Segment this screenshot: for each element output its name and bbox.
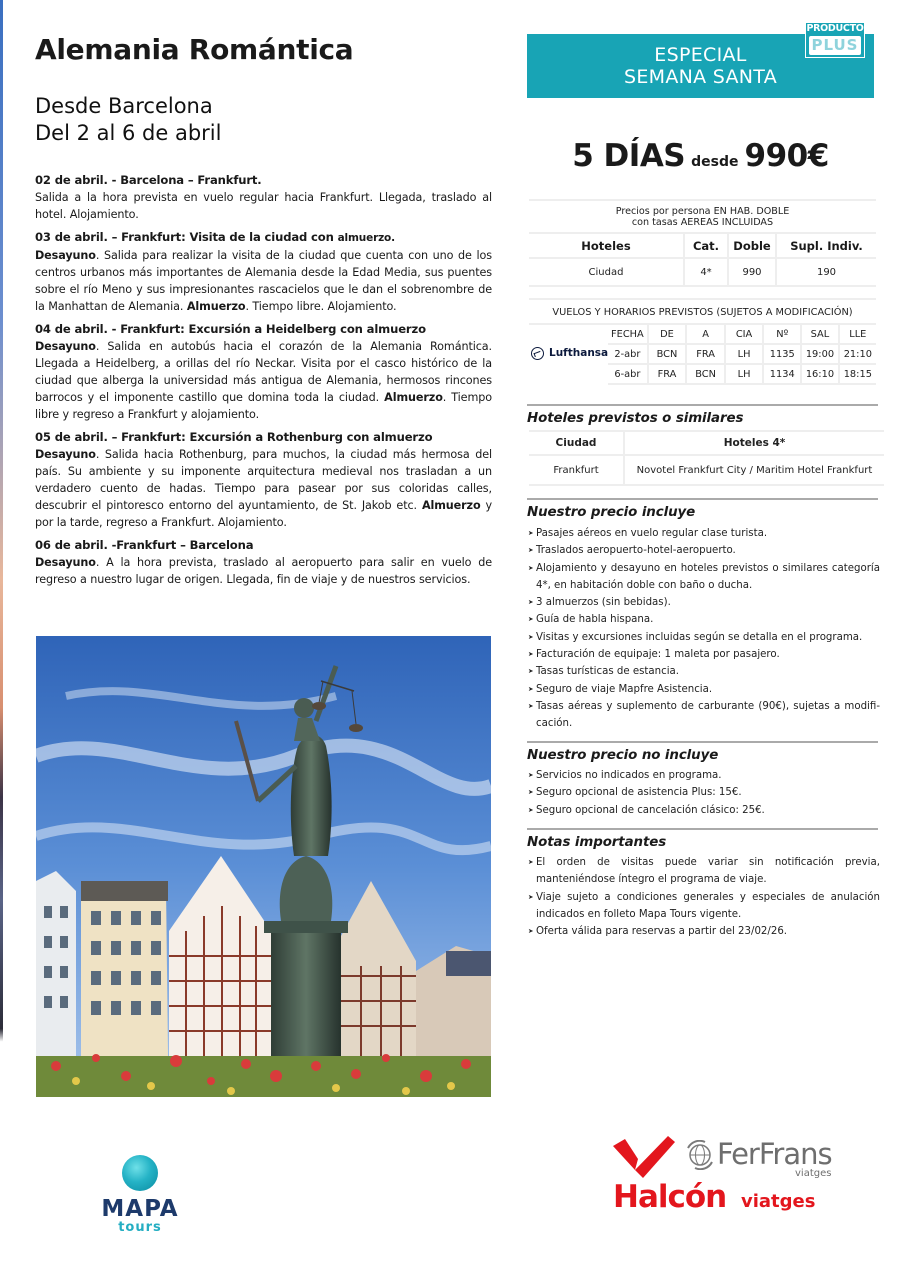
itinerary-day [35, 321, 492, 423]
column-header: A [686, 324, 725, 344]
list-item: ➤ Guía de habla hispana. [528, 611, 880, 628]
mapa-tours-logo [95, 1155, 185, 1245]
cell: BCN [686, 364, 725, 384]
cell: 2-abr [608, 344, 648, 364]
column-header: SAL [801, 324, 838, 344]
meal-lunch: Almuerzo [186, 300, 246, 313]
column-header: Supl. Indiv. [776, 233, 876, 258]
itinerary [35, 172, 492, 594]
hotels-header [529, 431, 884, 455]
list-item: ➤ Oferta válida para reservas a partir del 23/02/26. [528, 923, 880, 940]
day-text [35, 554, 492, 588]
column-header: CIA [725, 324, 763, 344]
list-item: ➤ Tasas turísticas de estancia. [528, 663, 880, 680]
cell: 1134 [763, 364, 801, 384]
from-label: desde [691, 154, 739, 170]
cell: 190 [776, 258, 876, 286]
list-item: ➤ Servicios no indicados en programa. [528, 767, 880, 784]
day-title: 02 de abril. - Barcelona – Frankfurt. [35, 173, 262, 187]
table-row [529, 258, 876, 286]
list-item: ➤ Seguro opcional de asistencia Plus: 15€. [528, 784, 880, 801]
day-body: . Salida hacia Rothenburg, para muchos, la ciudad más hermosa del país. Su ambiente y su imponente arquitectura medieval nos trasladan a un verdadero cuento de hadas. Tiempo para pasear por sus coloridas calles, descubrir el pintoresco entorno del ayuntamiento, de St. Jakob etc. [35, 448, 492, 512]
includes-heading: Nuestro precio incluye [527, 498, 878, 522]
list-item: ➤ Seguro opcional de cancelación clásico: 25€. [528, 802, 880, 819]
cell: LH [725, 364, 763, 384]
list-item: ➤ Alojamiento y desayuno en hoteles previstos o similares categoría 4*, en habitación doble con baño o ducha. [528, 560, 880, 595]
excludes-list [528, 767, 880, 819]
includes-list [528, 525, 880, 733]
prices-note-line-2: con tasas AEREAS INCLUIDAS [631, 217, 774, 228]
cell: 16:10 [801, 364, 838, 384]
day-body: . Salida en autobús hacia el corazón de la Alemania Romántica. Llegada a Heidelberg, a orillas del río Neckar. Visita por el casco histórico de la ciudad que alberga la universidad más antigua de Alemania, hermosos rincones barrocos y el imponente castillo que domina toda la ciudad. [35, 340, 492, 404]
crane-icon [531, 347, 544, 360]
ferfrans-sub: viatges [795, 1168, 832, 1179]
day-tail: y por la tarde, regreso a Frankfurt. Alojamiento. [35, 499, 493, 529]
column-header: Doble [728, 233, 776, 258]
halcon-sub: viatges [741, 1191, 816, 1212]
fountain-column [271, 926, 341, 1066]
justitia-statue [291, 735, 332, 856]
building [36, 871, 76, 1056]
price-table [529, 232, 876, 287]
halcon-check-icon [613, 1134, 683, 1179]
cell: 19:00 [801, 344, 838, 364]
cell: LH [725, 344, 763, 364]
table-row [529, 455, 884, 485]
list-item: ➤ Facturación de equipaje: 1 maleta por pasajero. [528, 646, 880, 663]
cell: 4* [684, 258, 728, 286]
day-title-small: almuerzo. [337, 232, 395, 244]
photo-illustration [36, 636, 491, 1097]
day-text [35, 446, 492, 531]
prices-note-line-1: Precios por persona EN HAB. DOBLE [615, 206, 790, 217]
cell: Ciudad [529, 258, 684, 286]
itinerary-day [35, 229, 492, 315]
list-item: ➤ Visitas y excursiones incluidas según se detalla en el programa. [528, 629, 880, 646]
price-headline [527, 138, 874, 174]
column-header: Hoteles 4* [624, 431, 884, 455]
day-tail: . Tiempo libre y regreso a Frankfurt y alojamiento. [35, 391, 493, 421]
column-header: LLE [839, 324, 876, 344]
halcon-name: Halcón [613, 1179, 727, 1215]
meal-breakfast: Desayuno [35, 340, 96, 353]
column-header: Cat. [684, 233, 728, 258]
day-body: . Salida para realizar la visita de la ciudad que cuenta con uno de los centros urbanos más importantes de Alemania desde la Edad Media, sus puentes sobre el río Meno y sus impresionantes rascacielos que le dan el sobrenombre de la Manhattan de Alemania. [35, 249, 492, 313]
cell: 990 [728, 258, 776, 286]
day-text [35, 247, 492, 315]
flights-table [529, 323, 876, 385]
column-header: FECHA [608, 324, 648, 344]
meal-breakfast: Desayuno [35, 448, 96, 461]
column-header: DE [648, 324, 687, 344]
cell: 18:15 [839, 364, 876, 384]
page-title: Alemania Romántica [35, 33, 354, 66]
notes-list [528, 854, 880, 940]
subtitle [35, 93, 221, 147]
hotels-table [529, 430, 884, 486]
prices-note [529, 199, 876, 228]
day-body: . A la hora prevista, traslado al aeropuerto para salir en vuelo de regreso a nuestro lugar de origen. Llegada, fin de viaje y de nuestros servicios. [35, 556, 492, 586]
cell: FRA [686, 344, 725, 364]
badge-top: PRODUCTO [806, 23, 864, 34]
origin-text: Desde Barcelona [35, 94, 213, 118]
day-tail: . Tiempo libre. Alojamiento. [245, 300, 397, 313]
trip-days: 5 DÍAS [572, 138, 686, 174]
day-title: 05 de abril. – Frankfurt: Excursión a Rothenburg con almuerzo [35, 430, 433, 444]
flights-header [529, 324, 876, 344]
list-item: ➤ Traslados aeropuerto-hotel-aeropuerto. [528, 542, 880, 559]
itinerary-day [35, 429, 492, 531]
ferfrans-name: FerFrans [717, 1137, 832, 1171]
list-item: ➤ Tasas aéreas y suplemento de carburante (90€), sujetas a modificación. [528, 698, 880, 733]
globe-arrows-icon [685, 1140, 715, 1170]
cell: Novotel Frankfurt City / Maritim Hotel Frankfurt [624, 455, 884, 485]
globe-icon [122, 1155, 158, 1191]
mapa-logo-name: MAPA [101, 1196, 179, 1222]
day-text [35, 338, 492, 423]
day-text: Salida a la hora prevista en vuelo regular hacia Frankfurt. Llegada, traslado al hotel. Alojamiento. [35, 191, 492, 221]
banner-line-2: SEMANA SANTA [623, 66, 778, 88]
airline-cell [529, 324, 608, 384]
cell: 1135 [763, 344, 801, 364]
list-item: ➤ Viaje sujeto a condiciones generales y especiales de anulación indicados en folleto Mapa Tours vigente. [528, 889, 880, 924]
mapa-logo-sub: tours [118, 1220, 162, 1235]
edge-photo-strip [0, 0, 3, 1286]
cell: 21:10 [839, 344, 876, 364]
trip-price: 990€ [744, 138, 829, 174]
meal-lunch: Almuerzo [384, 391, 443, 404]
hotels-heading: Hoteles previstos o similares [527, 404, 878, 428]
cell: BCN [648, 344, 687, 364]
list-item: ➤ Seguro de viaje Mapfre Asistencia. [528, 681, 880, 698]
column-header: Nº [763, 324, 801, 344]
banner-line-1: ESPECIAL [654, 44, 747, 66]
cell: 6-abr [608, 364, 648, 384]
list-item: ➤ 3 almuerzos (sin bebidas). [528, 594, 880, 611]
lufthansa-logo [531, 347, 608, 360]
itinerary-day [35, 172, 492, 223]
day-title: 04 de abril. - Frankfurt: Excursión a Heidelberg con almuerzo [35, 322, 426, 336]
cell: Frankfurt [529, 455, 624, 485]
price-table-header [529, 233, 876, 258]
day-title-main: 03 de abril. – Frankfurt: Visita de la ciudad con [35, 230, 334, 244]
halcon-ferfrans-logo [613, 1134, 843, 1229]
day-title [35, 229, 492, 247]
itinerary-day [35, 537, 492, 588]
excludes-heading: Nuestro precio no incluye [527, 741, 878, 765]
meal-breakfast: Desayuno [35, 556, 96, 569]
producto-plus-badge [805, 22, 865, 58]
day-title: 06 de abril. -Frankfurt – Barcelona [35, 538, 254, 552]
dates-text: Del 2 al 6 de abril [35, 121, 222, 145]
frankfurt-romerberg-photo [36, 636, 491, 1097]
cell: FRA [648, 364, 687, 384]
badge-bottom: PLUS [809, 36, 861, 55]
airline-name: Lufthansa [549, 347, 609, 359]
flights-title: VUELOS Y HORARIOS PREVISTOS (SUJETOS A MODIFICACIÓN) [529, 298, 876, 319]
meal-lunch: Almuerzo [421, 499, 481, 512]
column-header: Hoteles [529, 233, 684, 258]
list-item: ➤ Pasajes aéreos en vuelo regular clase turista. [528, 525, 880, 542]
column-header: Ciudad [529, 431, 624, 455]
meal-breakfast: Desayuno [35, 249, 96, 262]
list-item: ➤ El orden de visitas puede variar sin notificación previa, manteniéndose íntegro el programa de viaje. [528, 854, 880, 889]
notes-heading: Notas importantes [527, 828, 878, 852]
